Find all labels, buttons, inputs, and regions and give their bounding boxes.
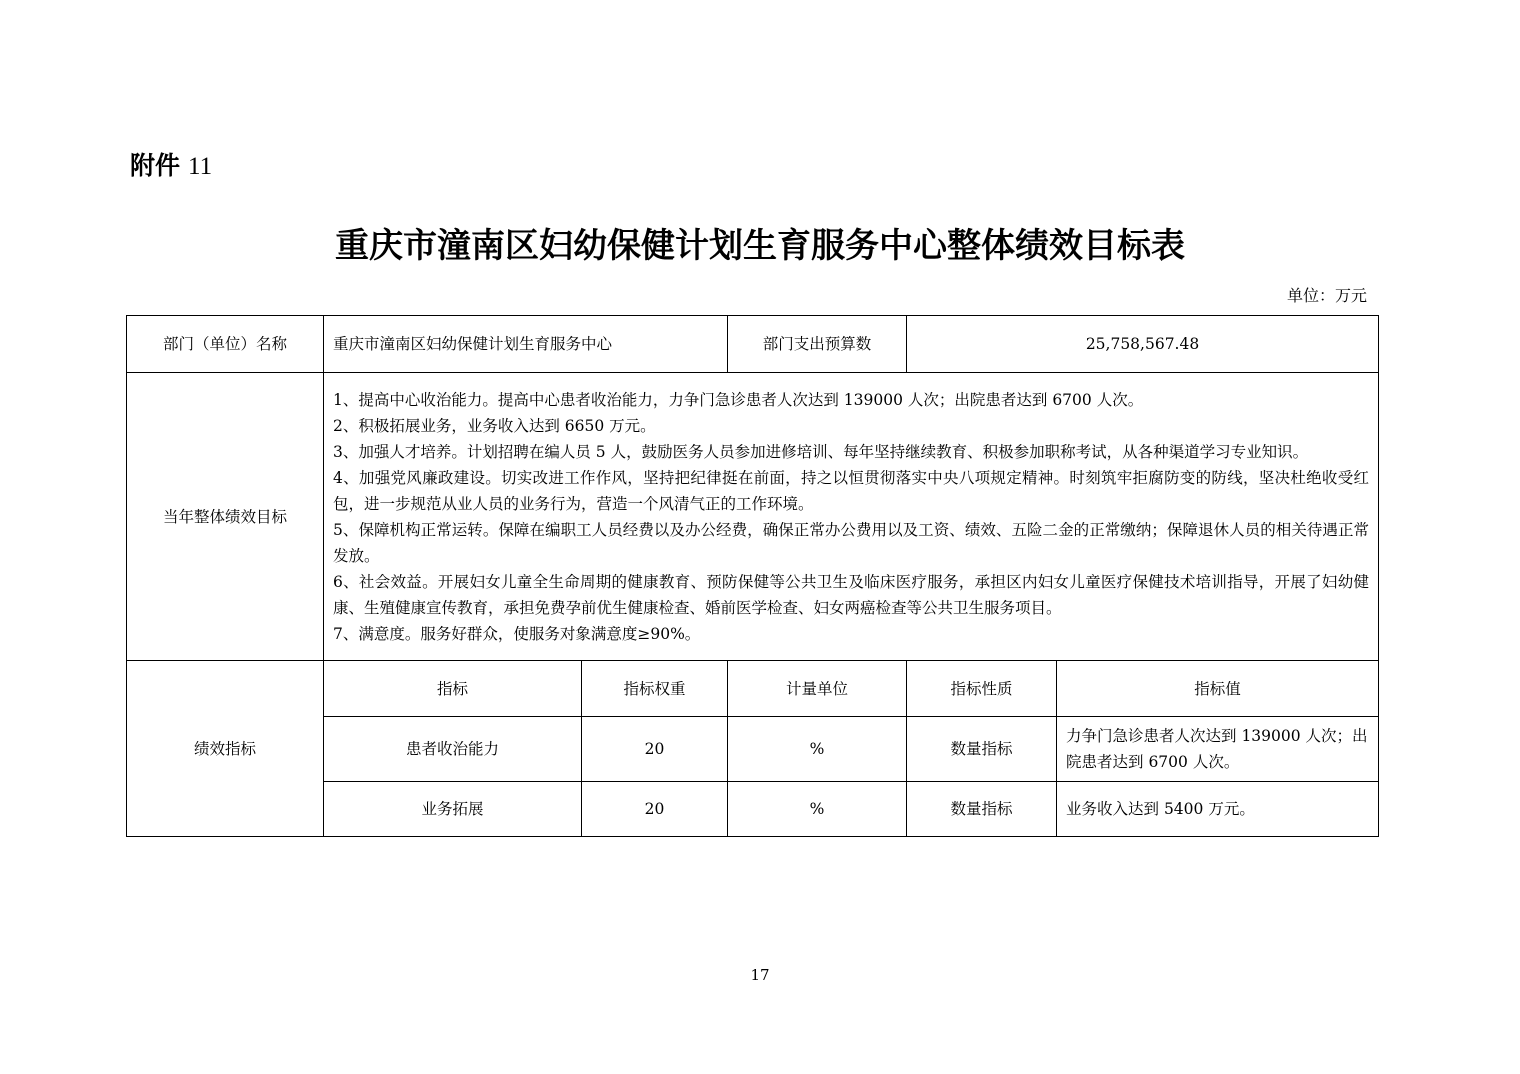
indicator-weight: 20 <box>582 782 728 837</box>
indicator-name: 业务拓展 <box>324 782 582 837</box>
indicator-nature: 数量指标 <box>907 782 1057 837</box>
attachment-word: 附件 <box>130 151 181 180</box>
indicator-weight: 20 <box>582 717 728 782</box>
performance-table <box>126 315 1379 837</box>
header-unit: 计量单位 <box>728 661 907 717</box>
indicator-nature: 数量指标 <box>907 717 1057 782</box>
goal-line: 1、提高中心收治能力。提高中心患者收治能力，力争门急诊患者人次达到 139000 人次；出院患者达到 6700 人次。 <box>333 390 1144 409</box>
header-weight: 指标权重 <box>582 661 728 717</box>
goals-label: 当年整体绩效目标 <box>127 373 324 661</box>
page-title: 重庆市潼南区妇幼保健计划生育服务中心整体绩效目标表 <box>335 226 1185 266</box>
goal-line: 3、加强人才培养。计划招聘在编人员 5 人，鼓励医务人员参加进修培训、每年坚持继续教育、积极参加职称考试，从各种渠道学习专业知识。 <box>333 442 1309 461</box>
indicator-name: 患者收治能力 <box>324 717 582 782</box>
budget-value: 25,758,567.48 <box>907 316 1379 373</box>
goals-content <box>324 373 1379 661</box>
unit-label: 单位：万元 <box>1286 286 1367 305</box>
indicator-value: 力争门急诊患者人次达到 139000 人次；出院患者达到 6700 人次。 <box>1057 717 1379 782</box>
indicator-value: 业务收入达到 5400 万元。 <box>1057 782 1379 837</box>
attachment-number: 11 <box>188 153 213 180</box>
header-indicator: 指标 <box>324 661 582 717</box>
goal-line: 6、社会效益。开展妇女儿童全生命周期的健康教育、预防保健等公共卫生及临床医疗服务，承担区内妇女儿童医疗保健技术培训指导，开展了妇幼健康、生殖健康宣传教育，承担免费孕前优生健康检查、婚前医学检查、妇女两癌检查等公共卫生服务项目。 <box>333 572 1370 617</box>
page-number: 17 <box>750 966 770 984</box>
goal-line: 2、积极拓展业务，业务收入达到 6650 万元。 <box>333 416 656 435</box>
indicator-unit: % <box>728 717 907 782</box>
dept-row <box>127 316 1379 373</box>
goal-line: 7、满意度。服务好群众，使服务对象满意度≥90%。 <box>333 624 701 643</box>
indicators-label: 绩效指标 <box>127 661 324 837</box>
budget-label: 部门支出预算数 <box>728 316 907 373</box>
dept-name-label: 部门（单位）名称 <box>127 316 324 373</box>
goal-line: 5、保障机构正常运转。保障在编职工人员经费以及办公经费，确保正常办公费用以及工资、绩效、五险二金的正常缴纳；保障退休人员的相关待遇正常发放。 <box>333 520 1370 565</box>
attachment-label <box>130 146 212 182</box>
goal-line: 4、加强党风廉政建设。切实改进工作作风，坚持把纪律挺在前面，持之以恒贯彻落实中央八项规定精神。时刻筑牢拒腐防变的防线，坚决杜绝收受红包，进一步规范从业人员的业务行为，营造一个风清气正的工作环境。 <box>333 468 1370 513</box>
indicator-header-row <box>127 661 1379 717</box>
dept-name-value: 重庆市潼南区妇幼保健计划生育服务中心 <box>324 316 728 373</box>
header-value: 指标值 <box>1057 661 1379 717</box>
indicator-unit: % <box>728 782 907 837</box>
goals-row <box>127 373 1379 661</box>
header-nature: 指标性质 <box>907 661 1057 717</box>
